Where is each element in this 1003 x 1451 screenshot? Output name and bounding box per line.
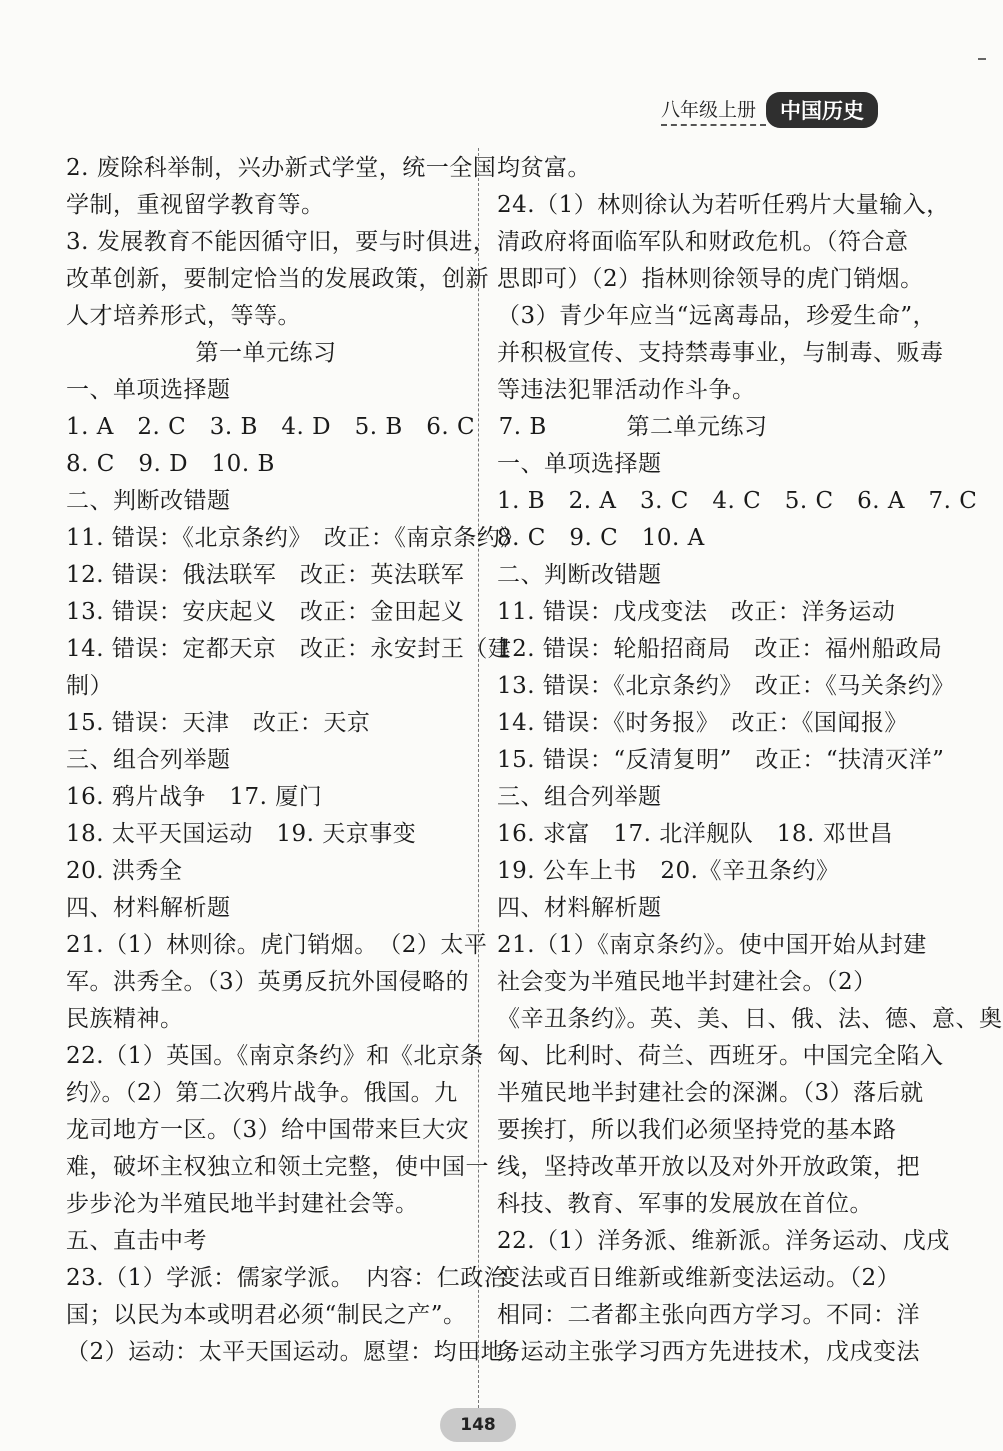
text-line: 13. 错误：《北京条约》 改正：《马关条约》 bbox=[497, 673, 955, 699]
text-line: 16. 鸦片战争 17. 厦门 bbox=[66, 784, 323, 810]
text-line: 14. 错误：《时务报》 改正：《国闻报》 bbox=[497, 710, 908, 736]
column-divider bbox=[478, 148, 479, 1408]
text-line: 改革创新，要制定恰当的发展政策，创新 bbox=[66, 266, 489, 292]
right-column bbox=[497, 150, 1003, 1371]
text-line: 20. 洪秀全 bbox=[66, 858, 183, 884]
text-line: 制） bbox=[66, 673, 113, 699]
text-line: 国；以民为本或明君必须“制民之产”。 bbox=[66, 1302, 467, 1328]
page-header bbox=[661, 92, 878, 128]
text-line: 23.（1）学派：儒家学派。 内容：仁政治 bbox=[66, 1265, 508, 1291]
text-line: 一、单项选择题 bbox=[66, 377, 231, 403]
grade-label: 八年级上册 bbox=[661, 95, 766, 126]
text-line: 21.（1）林则徐。虎门销烟。 （2）太平 bbox=[66, 932, 488, 958]
text-line: 科技、教育、军事的发展放在首位。 bbox=[497, 1191, 873, 1217]
text-line: 要挨打，所以我们必须坚持党的基本路 bbox=[497, 1117, 897, 1143]
text-line: 等违法犯罪活动作斗争。 bbox=[497, 377, 756, 403]
text-line: 五、直击中考 bbox=[66, 1228, 207, 1254]
text-line: 8. C 9. D 10. B bbox=[66, 451, 275, 477]
text-line: 龙司地方一区。（3）给中国带来巨大灾 bbox=[66, 1117, 470, 1143]
corner-mark bbox=[978, 58, 986, 60]
text-line: 约》。（2）第二次鸦片战争。俄国。九 bbox=[66, 1080, 458, 1106]
text-line: 步步沦为半殖民地半封建社会等。 bbox=[66, 1191, 419, 1217]
text-line: 难，破坏主权独立和领土完整，使中国一 bbox=[66, 1154, 489, 1180]
text-line: 2. 废除科举制，兴办新式学堂，统一全国 bbox=[66, 155, 497, 181]
text-line: 15. 错误：天津 改正：天京 bbox=[66, 710, 371, 736]
text-line: 四、材料解析题 bbox=[497, 895, 662, 921]
text-line: 二、判断改错题 bbox=[497, 562, 662, 588]
text-line: 13. 错误：安庆起义 改正：金田起义 bbox=[66, 599, 465, 625]
text-line: 匈、比利时、荷兰、西班牙。中国完全陷入 bbox=[497, 1043, 944, 1069]
text-line: （2）运动：太平天国运动。愿望：均田地； bbox=[66, 1339, 528, 1365]
section-title: 第二单元练习 bbox=[626, 414, 768, 440]
text-line: 社会变为半殖民地半封建社会。（2） bbox=[497, 969, 877, 995]
text-line: 军。洪秀全。（3）英勇反抗外国侵略的 bbox=[66, 969, 470, 995]
text-line: 思即可）（2）指林则徐领导的虎门销烟。 bbox=[497, 266, 924, 292]
text-line: 均贫富。 bbox=[497, 155, 591, 181]
text-line: 11. 错误：《北京条约》 改正：《南京条约》 bbox=[66, 525, 524, 551]
text-line: （3）青少年应当“远离毒品，珍爱生命”， bbox=[497, 303, 937, 329]
text-line: 8. C 9. C 10. A bbox=[497, 525, 705, 551]
text-line: 民族精神。 bbox=[66, 1006, 184, 1032]
text-line: 并积极宣传、支持禁毒事业，与制毒、贩毒 bbox=[497, 340, 944, 366]
text-line: 四、材料解析题 bbox=[66, 895, 231, 921]
text-line: 24.（1）林则徐认为若听任鸦片大量输入， bbox=[497, 192, 950, 218]
text-line: 3. 发展教育不能因循守旧，要与时俱进， bbox=[66, 229, 497, 255]
text-line: 清政府将面临军队和财政危机。（符合意 bbox=[497, 229, 909, 255]
text-line: 务运动主张学习西方先进技术，戊戌变法 bbox=[497, 1339, 920, 1365]
text-line: 学制，重视留学教育等。 bbox=[66, 192, 325, 218]
text-line: 三、组合列举题 bbox=[497, 784, 662, 810]
text-line: 12. 错误：俄法联军 改正：英法联军 bbox=[66, 562, 465, 588]
text-line: 21.（1）《南京条约》。使中国开始从封建 bbox=[497, 932, 927, 958]
text-line: 相同：二者都主张向西方学习。不同：洋 bbox=[497, 1302, 920, 1328]
text-line: 线，坚持改革开放以及对外开放政策，把 bbox=[497, 1154, 920, 1180]
text-line: 1. A 2. C 3. B 4. D 5. B 6. C 7. B bbox=[66, 414, 547, 440]
subject-badge: 中国历史 bbox=[766, 92, 878, 128]
text-line: 三、组合列举题 bbox=[66, 747, 231, 773]
text-line: 18. 太平天国运动 19. 天京事变 bbox=[66, 821, 417, 847]
text-line: 《辛丑条约》。英、美、日、俄、法、德、意、奥 bbox=[497, 1006, 1003, 1032]
text-line: 二、判断改错题 bbox=[66, 488, 231, 514]
text-line: 22.（1）洋务派、维新派。洋务运动、戊戌 bbox=[497, 1228, 950, 1254]
text-line: 半殖民地半封建社会的深渊。（3）落后就 bbox=[497, 1080, 924, 1106]
text-line: 15. 错误：“反清复明” 改正：“扶清灭洋” bbox=[497, 747, 945, 773]
text-line: 1. B 2. A 3. C 4. C 5. C 6. A 7. C bbox=[497, 488, 978, 514]
text-line: 11. 错误：戊戌变法 改正：洋务运动 bbox=[497, 599, 896, 625]
text-line: 变法或百日维新或维新变法运动。（2） bbox=[497, 1265, 901, 1291]
text-line: 人才培养形式，等等。 bbox=[66, 303, 301, 329]
page-number: 148 bbox=[440, 1408, 516, 1442]
text-line: 22.（1）英国。《南京条约》和《北京条 bbox=[66, 1043, 484, 1069]
text-line: 14. 错误：定都天京 改正：永安封王（建 bbox=[66, 636, 512, 662]
section-title: 第一单元练习 bbox=[195, 340, 337, 366]
text-line: 16. 求富 17. 北洋舰队 18. 邓世昌 bbox=[497, 821, 894, 847]
text-line: 12. 错误：轮船招商局 改正：福州船政局 bbox=[497, 636, 943, 662]
text-line: 一、单项选择题 bbox=[497, 451, 662, 477]
text-line: 19. 公车上书 20.《辛丑条约》 bbox=[497, 858, 840, 884]
